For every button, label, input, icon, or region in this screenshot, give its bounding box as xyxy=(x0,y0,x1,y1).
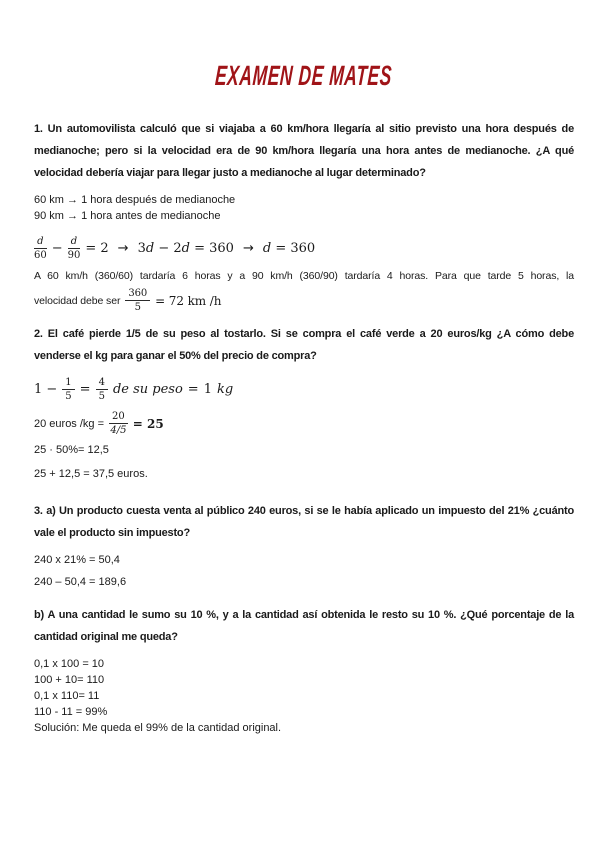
expression-3d-minus-2d: 3d − 2d = 360 xyxy=(137,241,234,256)
question-1-givens xyxy=(34,192,574,224)
given-line-60km: 60 km → 1 hora después de medianoche xyxy=(34,194,236,206)
math-lead-1-minus: 1 − xyxy=(34,382,58,397)
fraction-360-over-5: $\frac{360}{5}$ xyxy=(125,288,150,313)
explanation-lead-text: velocidad debe ser xyxy=(34,294,121,307)
solution-line-3: 0,1 x 110= 11 xyxy=(34,690,100,702)
page-title xyxy=(34,58,574,90)
right-arrow-icon: → xyxy=(117,241,129,256)
question-1-text: 1. Un automovilista calculó que si viajaba a 60 km/hora llegaría al sitio previsto una hora después de medianoche; pero si la velocidad era de 90 km/hora llegaría una hora antes de medianoche. ¿A qué velocidad debería viajar para llegar justo a medianoche al lugar determinado? xyxy=(34,123,574,179)
unit-kg: kg xyxy=(216,382,234,397)
solution-line-4: 110 - 11 = 99% xyxy=(34,706,108,718)
question-2-formula-1 xyxy=(34,377,574,402)
question-2-calc-line-2: 25 + 12,5 = 37,5 euros. xyxy=(34,468,148,480)
question-2-text: 2. El café pierde 1/5 de su peso al tostarlo. Si se compra el café verde a 20 euros/kg ¿A cómo debe venderse el kg para ganar el 50% del precio de compra? xyxy=(34,328,574,362)
question-3a-calc-line-1: 240 x 21% = 50,4 xyxy=(34,554,120,566)
result-72-kmh: = 72 km /h xyxy=(155,293,222,308)
question-1-formula xyxy=(34,236,574,261)
fraction-20-over-4-5: $\frac{20}{4/5}$ xyxy=(110,411,127,436)
given-line-90km: 90 km → 1 hora antes de medianoche xyxy=(34,210,221,222)
right-arrow-icon: → xyxy=(242,241,254,256)
question-3a-text: 3. a) Un producto cuesta venta al público 240 euros, si se le había aplicado un impuesto del 21% ¿cuánto vale el producto sin impuesto? xyxy=(34,505,574,539)
solution-line-1: 0,1 x 100 = 10 xyxy=(34,658,105,670)
result-equals-25: = 25 xyxy=(132,416,164,431)
fraction-d-over-90: $\frac{d}{90}$ xyxy=(67,236,81,261)
math-words-de-su-peso: de su peso xyxy=(112,382,183,397)
minus-operator: − xyxy=(51,241,63,256)
question-3a-calc-line-2: 240 – 50,4 = 189,6 xyxy=(34,576,127,588)
question-2-calc-line-1: 25 · 50%= 12,5 xyxy=(34,444,109,456)
equals-sign: = xyxy=(79,382,91,397)
question-2-formula-2 xyxy=(34,411,574,436)
fraction-d-over-60: $\frac{d}{60}$ xyxy=(34,236,47,261)
result-d-equals-360: d = 360 xyxy=(262,241,316,256)
equals-sign: = xyxy=(187,382,199,397)
question-3b-solution-block xyxy=(34,656,574,736)
solution-final-statement: Solución: Me queda el 99% de la cantidad original. xyxy=(34,722,282,734)
math-lead-20-euros-kg: 20 euros /kg = xyxy=(34,417,105,430)
solution-line-2: 100 + 10= 110 xyxy=(34,674,105,686)
value-1: 1 xyxy=(203,382,212,397)
page-title-text: EXAMEN DE MATES xyxy=(214,60,394,91)
question-1-explanation-line2 xyxy=(34,288,574,313)
fraction-4-over-5: $\frac{4}{5}$ xyxy=(96,377,108,402)
question-3b-text: b) A una cantidad le sumo su 10 %, y a la cantidad así obtenida le resto su 10 %. ¿Qué porcentaje de la cantidad original me queda? xyxy=(34,609,574,643)
question-1-explanation-line1: A 60 km/h (360/60) tardaría 6 horas y a 90 km/h (360/90) tardaría 4 horas. Para que tarde 5 horas, la xyxy=(34,270,574,282)
fraction-1-over-5: $\frac{1}{5}$ xyxy=(62,377,74,402)
equals-2: = 2 xyxy=(85,241,109,256)
